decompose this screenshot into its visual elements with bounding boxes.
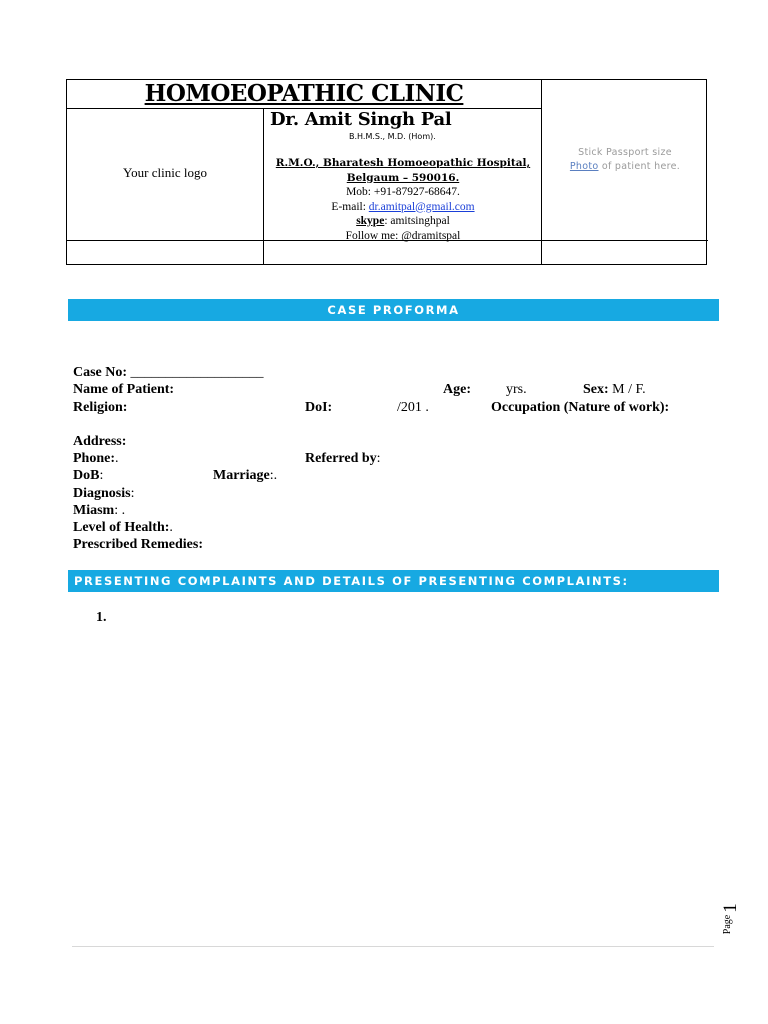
miasm-label: Miasm (73, 503, 115, 518)
phone-value: . (115, 451, 119, 466)
remedies-label (73, 536, 203, 553)
marriage-value: :. (269, 468, 278, 483)
mobile-label: Mob: (346, 186, 374, 198)
age-label (443, 381, 471, 398)
patient-name-label (73, 381, 174, 398)
health-field (73, 519, 173, 536)
health-value: . (169, 520, 173, 535)
photo-placeholder (542, 146, 708, 174)
marriage-label: Marriage (213, 468, 270, 483)
remedies-text: Prescribed Remedies: (73, 537, 203, 552)
age-unit: yrs. (506, 382, 527, 397)
case-no-value: ___________________ (127, 365, 264, 380)
miasm-value: : . (114, 503, 126, 518)
address-text: Address: (73, 434, 127, 449)
religion-text: Religion: (73, 400, 128, 415)
mobile-value: +91-87927-68647. (373, 186, 460, 198)
dob-label: DoB (73, 468, 100, 483)
doi-label (305, 399, 332, 416)
skype (264, 214, 542, 229)
referred-label: Referred by (305, 451, 377, 466)
rmo-address: Belgaum – 590016. (346, 171, 460, 184)
miasm-field (73, 502, 125, 519)
skype-label: skype (356, 215, 385, 227)
phone-field (73, 450, 119, 467)
clinic-title: HOMOEOPATHIC CLINIC (144, 80, 464, 107)
case-no-label: Case No: (73, 365, 128, 380)
mobile (264, 185, 542, 200)
doctor-name: Dr. Amit Singh Pal (270, 109, 452, 130)
dob-field (73, 467, 103, 484)
occupation-text: Occupation (Nature of work): (491, 400, 670, 415)
age-text: Age: (443, 382, 471, 397)
rmo-line: R.M.O., Bharatesh Homoeopathic Hospital, (275, 157, 531, 169)
photo-word: Photo (569, 161, 599, 172)
diagnosis-value: : (130, 486, 135, 501)
sex-value: M / F. (608, 382, 646, 397)
health-label: Level of Health: (73, 520, 170, 535)
diagnosis-field (73, 485, 134, 502)
religion-label (73, 399, 127, 416)
page-marker (719, 903, 746, 941)
doi-text: DoI: (305, 400, 333, 415)
page-number: 1 (719, 903, 741, 913)
patient-name-text: Name of Patient: (73, 382, 175, 397)
referred-field (305, 450, 381, 467)
sex-label: Sex: (583, 382, 609, 397)
complaint-item: 1. (96, 610, 107, 625)
diagnosis-label: Diagnosis (73, 486, 131, 501)
case-proforma-heading: CASE PROFORMA (68, 299, 719, 321)
doctor-qualifications: B.H.M.S., M.D. (Hom). (349, 132, 436, 141)
dob-value: : (99, 468, 104, 483)
skype-value: : amitsinghpal (384, 215, 450, 227)
presenting-complaints-heading: PRESENTING COMPLAINTS AND DETAILS OF PRESENTING COMPLAINTS: (68, 570, 719, 592)
clinic-header-table (66, 79, 707, 265)
referred-value: : (376, 451, 381, 466)
photo-line: Stick Passport size (578, 147, 672, 158)
address-label (73, 433, 126, 450)
page-word: Page (722, 914, 734, 935)
email-label: E-mail: (331, 200, 369, 213)
photo-line-rest: of patient here. (598, 161, 681, 172)
sex-field (583, 381, 646, 398)
case-no-field (73, 364, 264, 381)
doi-value: /201 . (397, 400, 429, 415)
doctor-contact (264, 156, 542, 243)
email-link[interactable]: dr.amitpal@gmail.com (368, 200, 475, 213)
footer-divider (72, 946, 714, 947)
phone-label: Phone: (73, 451, 115, 466)
follow-handle: Follow me: @dramitspal (345, 229, 461, 242)
logo-placeholder: Your clinic logo (123, 165, 207, 180)
occupation-label (491, 399, 669, 416)
marriage-field (213, 467, 277, 484)
email (264, 200, 542, 215)
